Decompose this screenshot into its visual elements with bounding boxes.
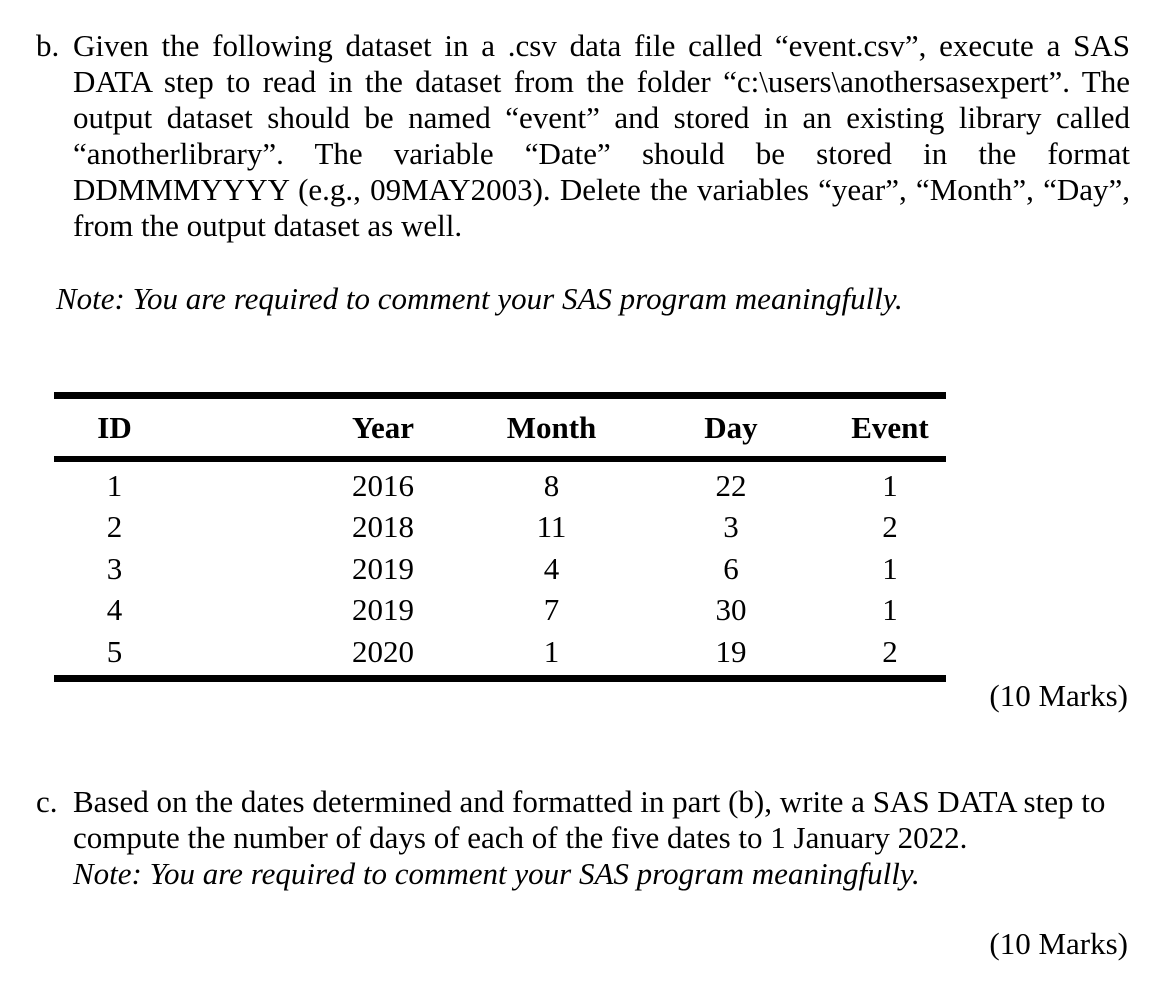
cell-id: 4 <box>106 592 123 628</box>
question-b-label: b. <box>36 28 60 63</box>
cell-id: 2 <box>106 509 123 545</box>
header-event: Event <box>844 396 946 460</box>
question-c-note: Note: You are required to comment your SAS program meaningfully. <box>73 856 920 891</box>
question-b-marks: (10 Marks) <box>989 678 1128 713</box>
cell-year: 2019 <box>352 550 414 586</box>
cell-month: 8 <box>543 467 560 503</box>
cell-id: 3 <box>106 550 123 586</box>
cell-year: 2019 <box>352 592 414 628</box>
header-year: Year <box>295 396 483 460</box>
cell-id: 5 <box>54 631 295 678</box>
cell-day: 6 <box>723 550 739 586</box>
cell-day: 22 <box>715 467 747 503</box>
cell-event: 2 <box>844 631 946 678</box>
question-b-text: Given the following dataset in a .csv data file called “event.csv”, execute a SAS DATA step to read in the dataset from the folder “c:\users\anothersasexpert”. The output dataset should be named “event” and stored in an existing library called “anotherlibrary”. The variable “Date” should be stored in the format DDMMMYYYY (e.g., 09MAY2003). Delete the variables “year”, “Month”, “Day”, from the output dataset as well. <box>73 28 1130 243</box>
table-row <box>54 459 946 507</box>
cell-month: 7 <box>543 592 560 628</box>
table-row <box>54 590 946 632</box>
cell-year: 2018 <box>352 509 414 545</box>
cell-event: 1 <box>882 467 898 503</box>
cell-event: 1 <box>882 550 898 586</box>
cell-day: 19 <box>674 631 844 678</box>
cell-month: 1 <box>483 631 674 678</box>
cell-month: 4 <box>543 550 560 586</box>
event-data-table <box>54 392 946 682</box>
table-header-row <box>54 396 946 460</box>
question-b-note: Note: You are required to comment your SAS program meaningfully. <box>56 281 903 316</box>
question-b <box>36 28 1130 244</box>
cell-year: 2020 <box>295 631 483 678</box>
cell-year: 2016 <box>352 467 414 503</box>
cell-id: 1 <box>106 467 123 503</box>
header-month: Month <box>483 396 674 460</box>
cell-event: 1 <box>882 592 898 628</box>
header-id: ID <box>54 396 295 460</box>
table-row <box>54 631 946 678</box>
question-c-label: c. <box>36 784 58 819</box>
table-row <box>54 548 946 590</box>
cell-day: 3 <box>723 509 739 545</box>
cell-event: 2 <box>882 509 898 545</box>
question-c <box>36 784 1130 892</box>
cell-month: 11 <box>536 509 567 545</box>
cell-day: 30 <box>715 592 747 628</box>
question-c-marks: (10 Marks) <box>989 926 1128 961</box>
question-c-text: Based on the dates determined and formatted in part (b), write a SAS DATA step to compute the number of days of each of the five dates to 1 January 2022. <box>73 784 1106 855</box>
header-day: Day <box>674 396 844 460</box>
table-row <box>54 507 946 549</box>
